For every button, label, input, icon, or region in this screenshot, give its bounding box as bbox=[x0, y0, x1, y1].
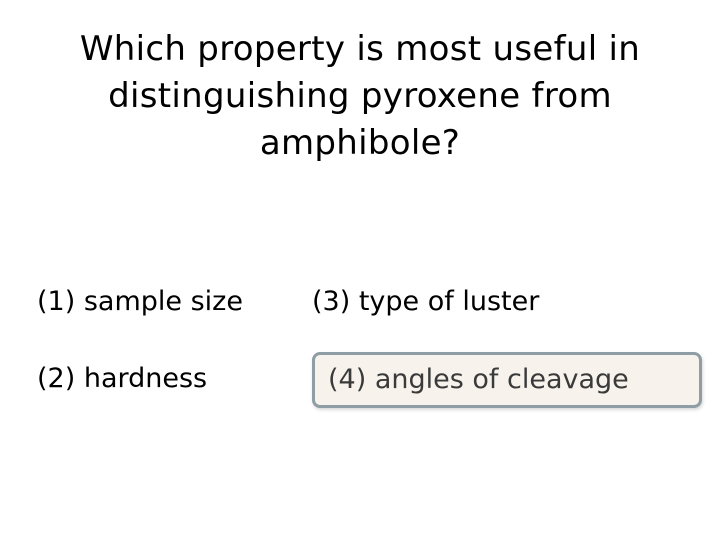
choice-4[interactable]: (4) angles of cleavage bbox=[328, 364, 629, 395]
choice-2[interactable]: (2) hardness bbox=[37, 363, 208, 394]
choice-3[interactable]: (3) type of luster bbox=[312, 286, 540, 317]
answer-highlight-box[interactable] bbox=[312, 352, 702, 408]
choice-1[interactable]: (1) sample size bbox=[37, 286, 243, 317]
question-text: Which property is most useful in distinguishing pyroxene from amphibole? bbox=[79, 29, 641, 163]
